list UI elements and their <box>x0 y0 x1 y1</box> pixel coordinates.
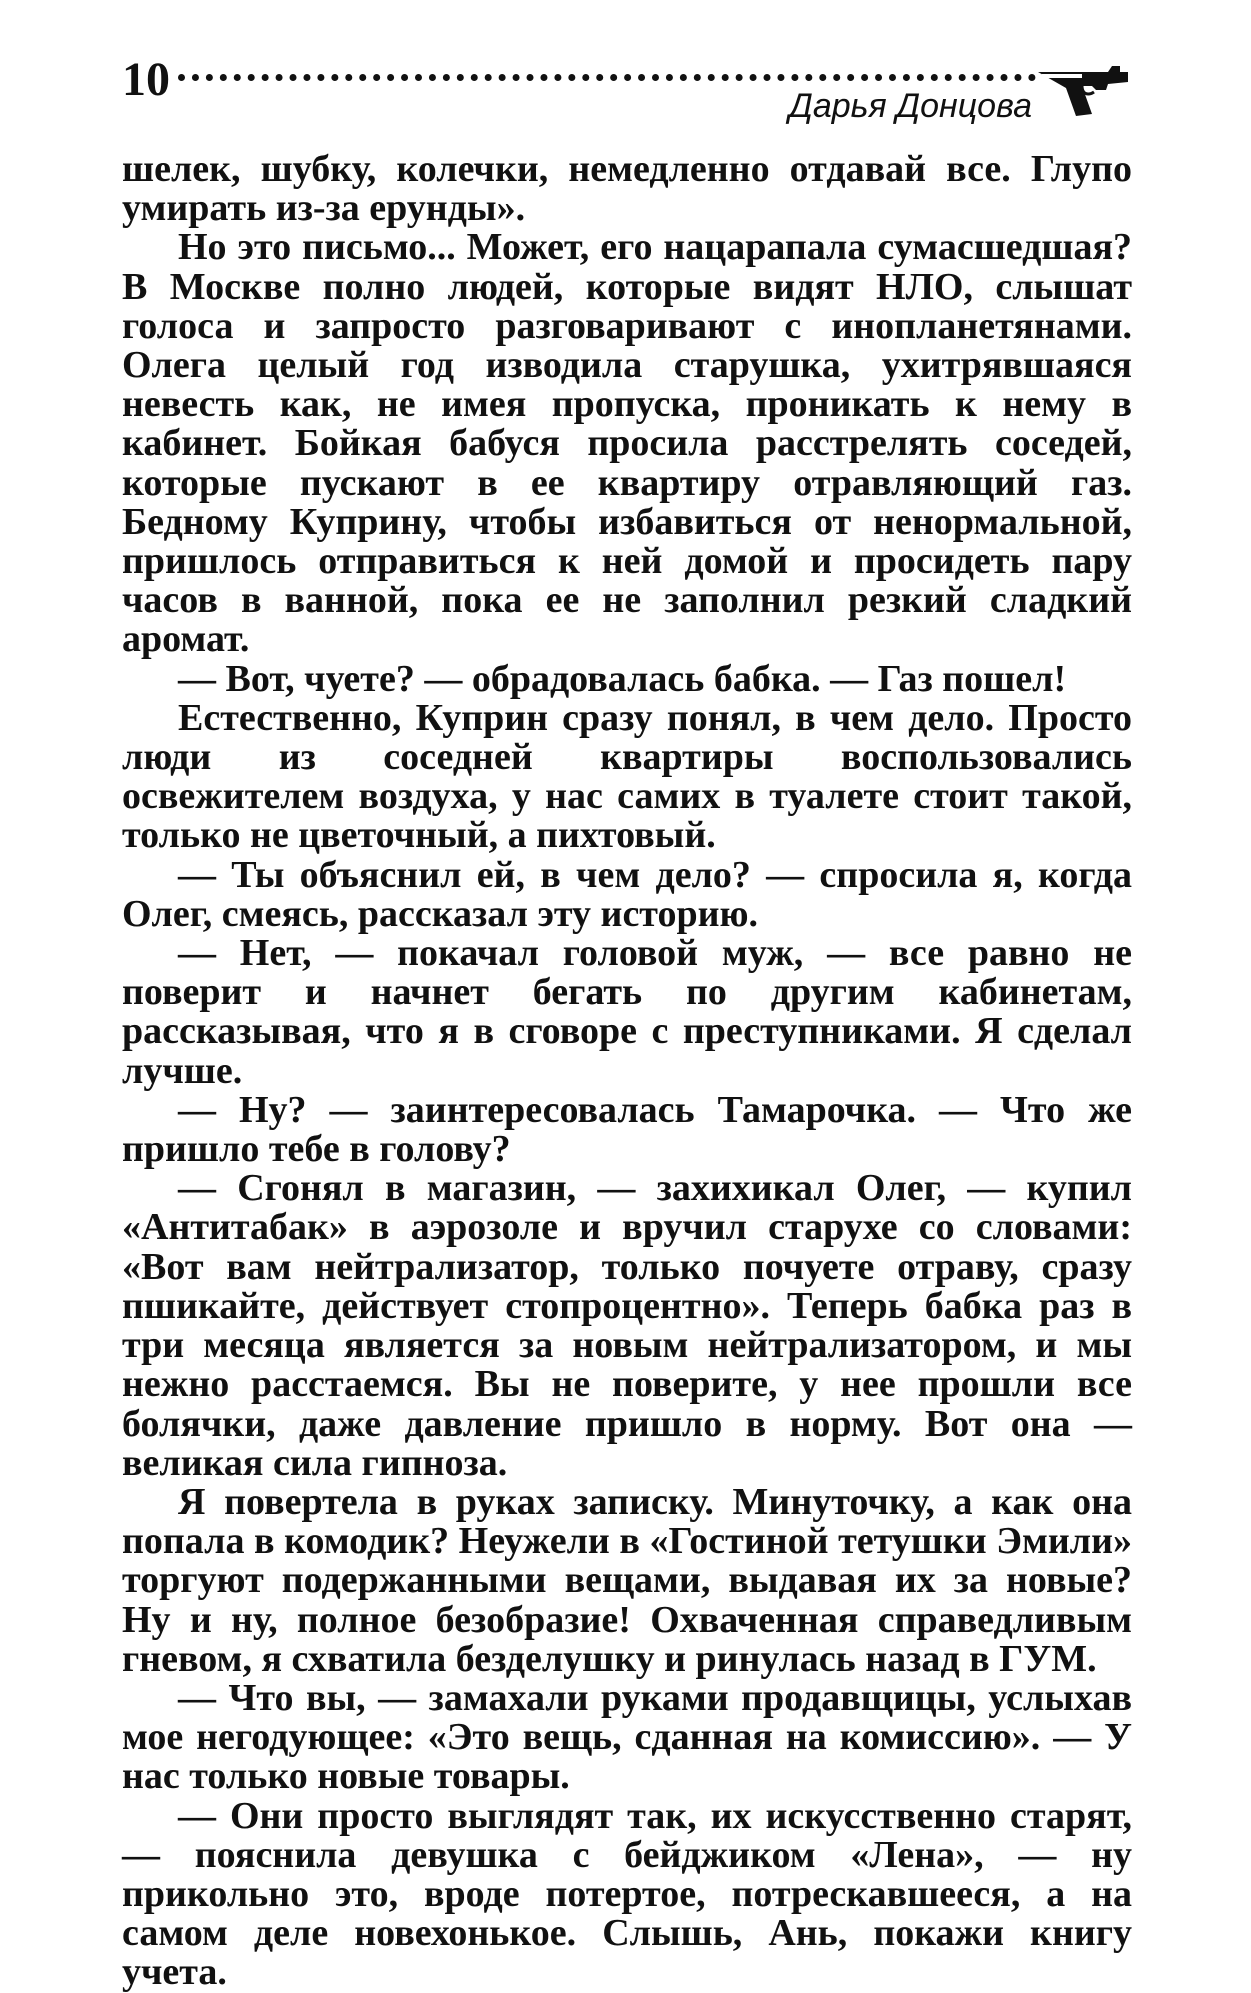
page-header <box>122 50 1132 125</box>
page-body <box>122 150 1132 1993</box>
paragraph: — Нет, — покачал головой муж, — все равно не поверит и начнет бегать по другим кабинетам, рассказывая, что я в сговоре с преступниками. Я сделал лучше. <box>122 932 1132 1092</box>
paragraph: Я повертела в руках записку. Минуточку, а как она попала в комодик? Неужели в «Гостиной тетушки Эмили» торгуют подержанными вещами, выдавая их за новые? Ну и ну, полное безобразие! Охваченная справедливым гневом, я схватила безделушку и ринулась назад в ГУМ. <box>122 1480 1132 1680</box>
paragraph: — Вот, чуете? — обрадовалась бабка. — Газ пошел! <box>178 657 1067 700</box>
paragraph: шелек, шубку, колечки, немедленно отдавай все. Глупо умирать из-за ерунды». <box>122 148 1132 230</box>
paragraph: — Ну? — заинтересовалась Тамарочка. — Что же пришло тебе в голову? <box>122 1088 1132 1171</box>
paragraph: — Ты объяснил ей, в чем дело? — спросила я, когда Олег, смеясь, рассказал эту историю. <box>122 853 1132 935</box>
paragraph: — Что вы, — замахали руками продавщицы, услыхав мое негодующее: «Это вещь, сданная на комиссию». — У нас только новые товары. <box>122 1676 1132 1798</box>
running-head-author: Дарья Донцова <box>788 87 1032 125</box>
dotted-leader <box>178 74 1036 81</box>
pistol-icon <box>1036 62 1132 118</box>
page-number: 10 <box>122 53 170 106</box>
paragraph: Но это письмо... Может, его нацарапала сумасшедшая? В Москве полно людей, которые видят НЛО, слышат голоса и запросто разговаривают с инопланетянами. Олега целый год изводила старушка, ухитрявшаяся невесть как, не имея пропуска, проникать к нему в кабинет. Бойкая бабуся просила расстрелять соседей, которые пускают в ее квартиру отравляющий газ. Бедному Куприну, чтобы избавиться от ненормальной, пришлось отправиться к ней домой и просидеть пару часов в ванной, пока ее не заполнил резкий сладкий аромат. <box>122 226 1132 661</box>
paragraph: — Они просто выглядят так, их искусственно старят, — пояснила девушка с бейджиком «Лена», — ну прикольно это, вроде потертое, потрескавшееся, а на самом деле новехонькое. Слышь, Ань, покажи книгу учета. <box>122 1794 1132 1993</box>
paragraph: — Сгонял в магазин, — захихикал Олег, — купил «Антитабак» в аэрозоле и вручил старухе со словами: «Вот вам нейтрализатор, только почуете отраву, сразу пшикайте, действует стопроцентно». Теперь бабка раз в три месяца является за новым нейтрализатором, и мы нежно расстаемся. Вы не поверите, у нее прошли все болячки, даже давление пришло в норму. Вот она — великая сила гипноза. <box>122 1167 1132 1484</box>
paragraph: Естественно, Куприн сразу понял, в чем дело. Просто люди из соседней квартиры воспользовались освежителем воздуха, у нас самих в туалете стоит такой, только не цветочный, а пихтовый. <box>122 696 1132 857</box>
